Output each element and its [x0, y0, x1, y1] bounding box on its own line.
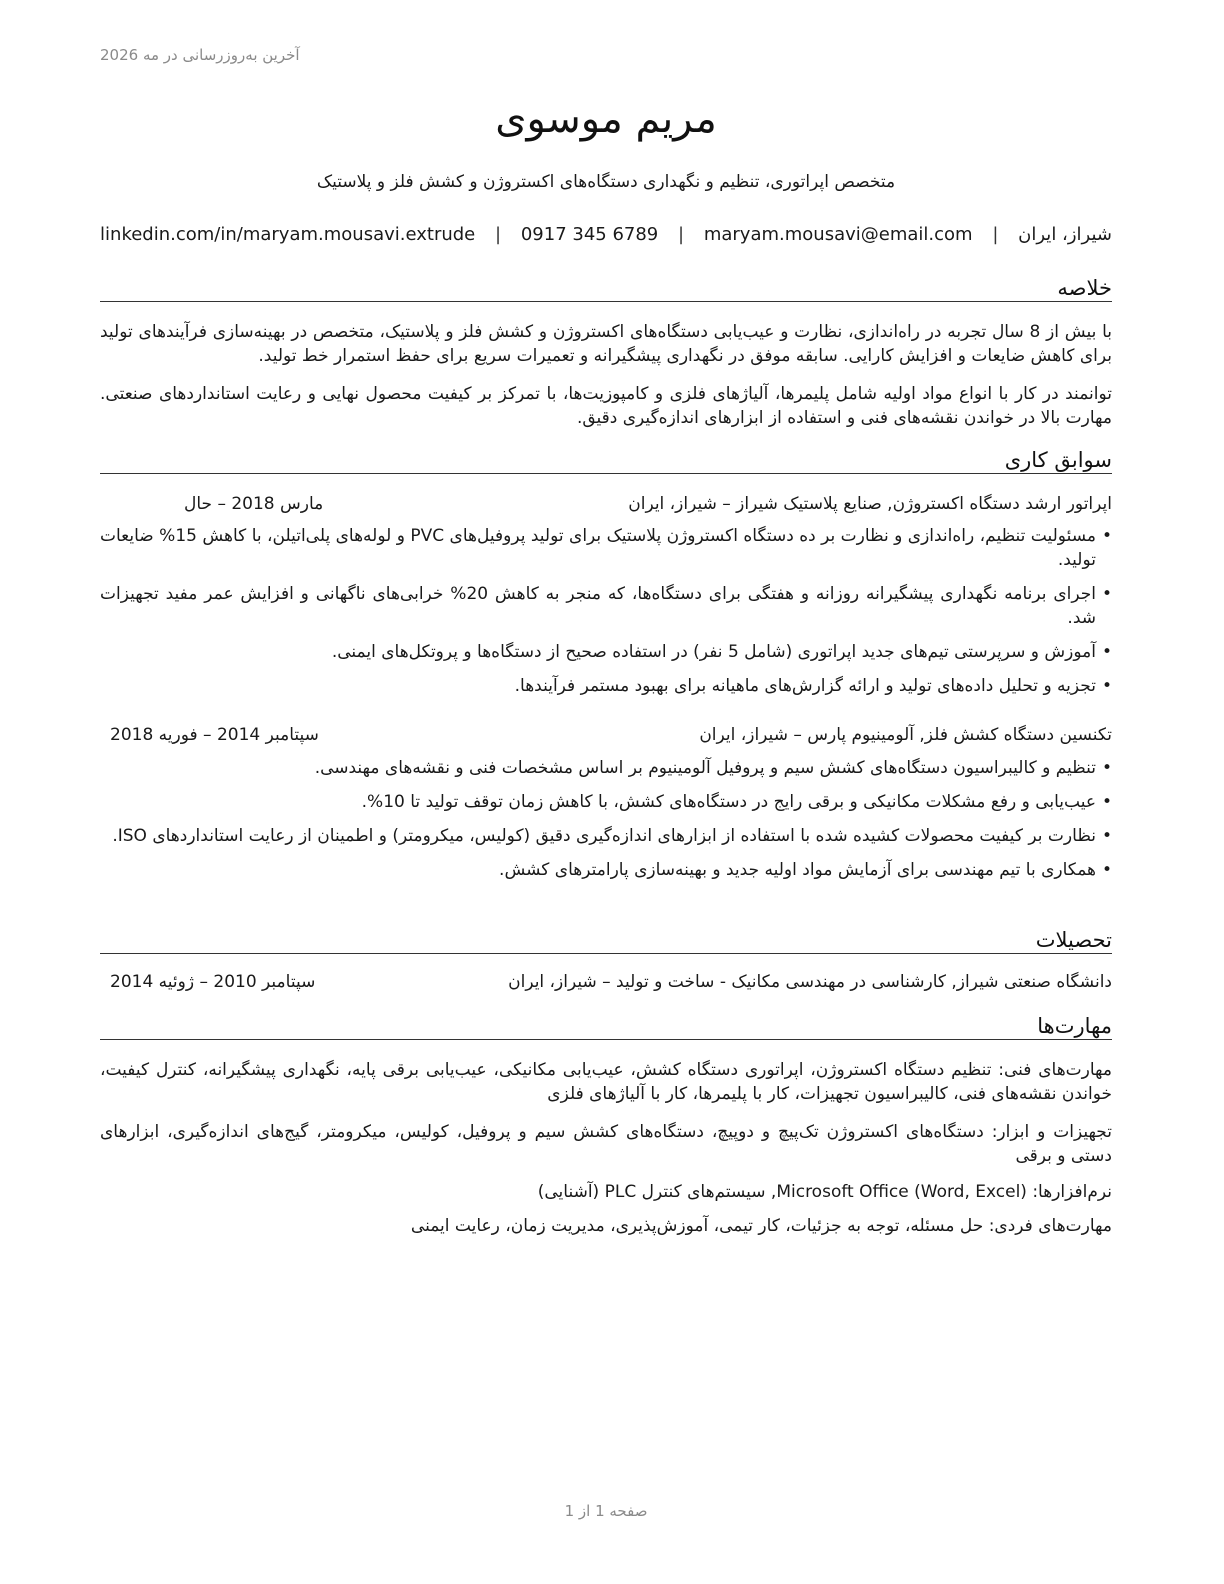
job-bullet: • مسئولیت تنظیم، راه‌اندازی و نظارت بر ده دستگاه اکستروژن پلاستیک برای تولید پروفیل‌های PVC و لوله‌های پلی‌اتیلن، با کاهش 15% ضایعات تولید.	[100, 524, 1112, 572]
job-title: تکنسین دستگاه کشش فلز, آلومینیوم پارس – شیراز، ایران	[699, 725, 1112, 745]
experience-heading: سوابق کاری	[100, 448, 1112, 474]
resume-page	[100, 0, 1112, 1584]
job-bullet: • اجرای برنامه نگهداری پیشگیرانه روزانه و هفتگی برای دستگاه‌ها، که منجر به کاهش 20% خرابی‌های ناگهانی و افزایش عمر مفید تجهیزات شد.	[100, 582, 1112, 630]
contact-separator: |	[495, 224, 502, 245]
job-header	[100, 725, 1112, 751]
job-header	[100, 494, 1112, 520]
skills-equipment: تجهیزات و ابزار: دستگاه‌های اکستروژن تک‌پیچ و دوپیچ، دستگاه‌های کشش سیم و پروفیل، کولیس، میکرومتر، گیج‌های اندازه‌گیری، ابزارهای دستی و برقی	[100, 1122, 1112, 1166]
summary-paragraph-2: توانمند در کار با انواع مواد اولیه شامل پلیمرها، آلیاژهای فلزی و کامپوزیت‌ها، با تمرکز بر کیفیت محصول نهایی و رعایت استانداردهای صنعتی. مهارت بالا در خواندن نقشه‌های فنی و استفاده از ابزارهای اندازه‌گیری دقیق.	[100, 384, 1112, 428]
job-dates: سپتامبر 2014 – فوریه 2018	[110, 725, 319, 745]
summary-paragraph-1: با بیش از 8 سال تجربه در راه‌اندازی، نظارت و عیب‌یابی دستگاه‌های اکستروژن و کشش فلز و پلاستیک، متخصص در بهینه‌سازی فرآیندهای تولید برای کاهش ضایعات و افزایش کارایی. سابقه موفق در نگهداری پیشگیرانه و تعمیرات سریع برای حفظ استمرار خط تولید.	[100, 322, 1113, 366]
job-bullet: • عیب‌یابی و رفع مشکلات مکانیکی و برقی رایج در دستگاه‌های کشش، با کاهش زمان توقف تولید تا 10%.	[100, 790, 1112, 814]
job-bullet: • تجزیه و تحلیل داده‌های تولید و ارائه گزارش‌های ماهیانه برای بهبود مستمر فرآیندها.	[100, 674, 1112, 698]
page-number: صفحه 1 از 1	[564, 1502, 648, 1520]
contact-location: شیراز، ایران	[1018, 224, 1112, 245]
skills-software: نرم‌افزارها: Microsoft Office (Word, Excel), سیستم‌های کنترل PLC (آشنایی)	[537, 1182, 1112, 1202]
job-bullet: • نظارت بر کیفیت محصولات کشیده شده با استفاده از ابزارهای اندازه‌گیری دقیق (کولیس، میکرومتر) و اطمینان از رعایت استانداردهای ISO.	[100, 824, 1112, 848]
education-heading: تحصیلات	[100, 928, 1112, 954]
education-row	[100, 972, 1112, 998]
contact-linkedin[interactable]: linkedin.com/in/maryam.mousavi.extrude	[100, 224, 476, 245]
skills-soft: مهارت‌های فردی: حل مسئله، توجه به جزئیات، کار تیمی، آموزش‌پذیری، مدیریت زمان، رعایت ایمنی	[410, 1216, 1112, 1236]
summary-heading: خلاصه	[100, 276, 1112, 302]
job-bullets	[100, 524, 1112, 708]
contact-separator: |	[992, 224, 999, 245]
skills-technical: مهارت‌های فنی: تنظیم دستگاه اکستروژن، اپراتوری دستگاه کشش، عیب‌یابی مکانیکی، عیب‌یابی برقی پایه، نگهداری پیشگیرانه، کنترل کیفیت، خواندن نقشه‌های فنی، کالیبراسیون تجهیزات، کار با پلیمرها، کار با آلیاژهای فلزی	[100, 1060, 1112, 1104]
education-entry: دانشگاه صنعتی شیراز, کارشناسی در مهندسی مکانیک - ساخت و تولید – شیراز، ایران	[508, 972, 1112, 992]
job-bullets	[100, 756, 1112, 892]
job-bullet: • آموزش و سرپرستی تیم‌های جدید اپراتوری (شامل 5 نفر) در استفاده صحیح از دستگاه‌ها و پروتکل‌های ایمنی.	[100, 640, 1112, 664]
last-updated-note: آخرین به‌روزرسانی در مه 2026	[100, 46, 300, 64]
job-dates: مارس 2018 – حال	[184, 494, 324, 514]
job-bullet: • تنظیم و کالیبراسیون دستگاه‌های کشش سیم و پروفیل آلومینیوم بر اساس مشخصات فنی و نقشه‌های مهندسی.	[100, 756, 1112, 780]
job-title: اپراتور ارشد دستگاه اکستروژن, صنایع پلاستیک شیراز – شیراز، ایران	[628, 494, 1112, 514]
contact-email[interactable]: maryam.mousavi@email.com	[703, 224, 973, 245]
skills-heading: مهارت‌ها	[100, 1014, 1112, 1040]
contact-line	[100, 224, 1112, 245]
contact-separator: |	[678, 224, 685, 245]
job-bullet: • همکاری با تیم مهندسی برای آزمایش مواد اولیه جدید و بهینه‌سازی پارامترهای کشش.	[100, 858, 1112, 882]
contact-phone[interactable]: 0917 345 6789	[520, 224, 659, 245]
candidate-headline: متخصص اپراتوری، تنظیم و نگهداری دستگاه‌های اکستروژن و کشش فلز و پلاستیک	[316, 172, 896, 192]
candidate-name: مریم موسوی	[495, 96, 717, 142]
education-dates: سپتامبر 2010 – ژوئیه 2014	[110, 972, 316, 992]
